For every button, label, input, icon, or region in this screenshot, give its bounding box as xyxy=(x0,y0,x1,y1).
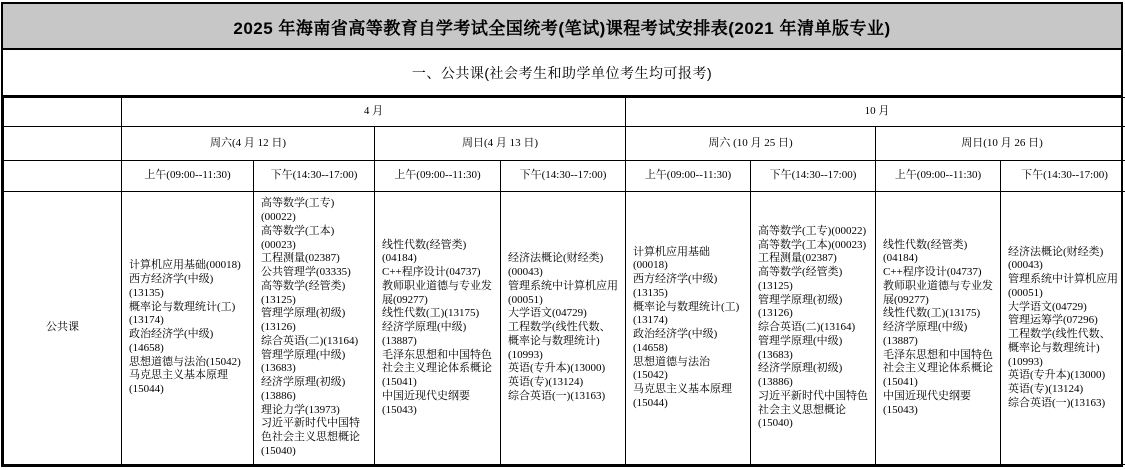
courses-cell-oct-sat-am xyxy=(626,192,751,465)
course-item: 理论力学(13973) xyxy=(261,403,340,416)
time-header-oct-sat-pm: 下午(14:30--17:00) xyxy=(751,161,876,192)
course-item: 英语(专升本)(13000) xyxy=(508,362,606,375)
time-header-apr-sun-am: 上午(09:00--11:30) xyxy=(375,161,501,192)
courses-cell-apr-sat-am xyxy=(122,192,254,465)
document-title: 2025 年海南省高等教育自学考试全国统考(笔试)课程考试安排表(2021 年清单版专业) xyxy=(3,4,1121,50)
course-item: 教师职业道德与专业发展(09277) xyxy=(382,279,492,306)
course-item: 计算机应用基础(00018) xyxy=(129,259,241,272)
document-frame xyxy=(1,2,1123,467)
course-item: 高等数学(工专)(00022) xyxy=(261,197,335,224)
course-item: 教师职业道德与专业发展(09277) xyxy=(883,279,993,306)
courses-cell-oct-sun-am xyxy=(876,192,1001,465)
course-item: 综合英语(一)(13163) xyxy=(508,389,606,402)
course-item: 经济学原理(初级)(13886) xyxy=(758,362,843,389)
course-item: 毛泽东思想和中国特色社会主义理论体系概论(15041) xyxy=(382,348,492,389)
day-header-apr-sun: 周日(4 月 13 日) xyxy=(375,127,626,161)
course-item: 概率论与数理统计(工)(13174) xyxy=(633,300,740,327)
course-item: 中国近现代史纲要(15043) xyxy=(382,389,470,416)
course-item: 工程测量(02387) xyxy=(261,252,340,265)
course-item: C++程序设计(04737) xyxy=(883,266,982,279)
course-item: 马克思主义基本原理(15044) xyxy=(633,383,732,409)
course-item: 管理系统中计算机应用(00051) xyxy=(508,279,618,306)
course-item: 综合英语(二)(13164) xyxy=(758,321,856,334)
time-header-oct-sun-am: 上午(09:00--11:30) xyxy=(876,161,1001,192)
course-item: 计算机应用基础(00018) xyxy=(633,245,710,272)
time-header-apr-sun-pm: 下午(14:30--17:00) xyxy=(501,161,626,192)
course-item: 高等数学(工本)(00023) xyxy=(758,238,867,251)
courses-cell-apr-sun-am xyxy=(375,192,501,465)
category-label: 公共课 xyxy=(4,192,122,465)
month-header-april: 4 月 xyxy=(122,98,626,127)
course-item: 习近平新时代中国特色社会主义思想概论(15040) xyxy=(261,417,360,457)
course-item: 西方经济学(中级)(13135) xyxy=(129,273,214,299)
course-item: 线性代数(经管类)(04184) xyxy=(382,238,467,265)
course-item: 线性代数(经管类)(04184) xyxy=(883,238,968,265)
schedule-table-container xyxy=(3,97,1121,465)
time-header-apr-sat-pm: 下午(14:30--17:00) xyxy=(254,161,375,192)
course-item: 思想道德与法治(15042) xyxy=(129,355,241,368)
courses-cell-apr-sun-pm xyxy=(501,192,626,465)
course-item: 习近平新时代中国特色社会主义思想概论(15040) xyxy=(758,389,868,430)
course-item: 政治经济学(中级)(14658) xyxy=(129,328,214,354)
day-header-oct-sat: 周六 (10 月 25 日) xyxy=(626,127,876,161)
course-item: 线性代数(工)(13175) xyxy=(382,307,480,320)
course-item: 高等数学(经管类)(13125) xyxy=(758,266,843,292)
day-header-apr-sat: 周六(4 月 12 日) xyxy=(122,127,375,161)
course-item: 线性代数(工)(13175) xyxy=(883,307,981,320)
course-item: 管理系统中计算机应用(00051) xyxy=(1008,273,1118,299)
time-header-oct-sat-am: 上午(09:00--11:30) xyxy=(626,161,751,192)
course-item: C++程序设计(04737) xyxy=(382,266,481,279)
course-item: 大学语文(04729) xyxy=(1008,300,1087,313)
course-item: 管理学原理(中级)(13683) xyxy=(758,334,843,361)
course-item: 马克思主义基本原理(15044) xyxy=(129,369,228,395)
course-item: 管理学原理(中级)(13683) xyxy=(261,348,346,375)
courses-cell-oct-sat-pm xyxy=(751,192,876,465)
time-header-apr-sat-am: 上午(09:00--11:30) xyxy=(122,161,254,192)
course-item: 工程数学(线性代数、概率论与数理统计)(10993) xyxy=(1008,328,1111,368)
course-item: 英语(专)(13124) xyxy=(1008,383,1084,395)
corner-cell-time xyxy=(4,161,122,192)
course-item: 经济法概论(财经类)(00043) xyxy=(1008,245,1104,272)
course-item: 经济法概论(财经类)(00043) xyxy=(508,252,604,279)
course-item: 管理学原理(初级)(13126) xyxy=(758,293,843,320)
course-item: 英语(专升本)(13000) xyxy=(1008,369,1106,382)
course-item: 经济学原理(中级)(13887) xyxy=(382,321,467,347)
course-item: 工程测量(02387) xyxy=(758,252,837,265)
section-heading: 一、公共课(社会考生和助学单位考生均可报考) xyxy=(3,50,1121,97)
course-item: 英语(专)(13124) xyxy=(508,376,584,389)
course-item: 高等数学(经管类)(13125) xyxy=(261,279,346,306)
exam-schedule-table xyxy=(3,97,1125,465)
day-header-oct-sun: 周日(10 月 26 日) xyxy=(876,127,1125,161)
course-item: 政治经济学(中级)(14658) xyxy=(633,328,718,354)
course-item: 经济学原理(中级)(13887) xyxy=(883,321,968,347)
course-item: 西方经济学(中级)(13135) xyxy=(633,273,718,299)
corner-cell-month xyxy=(4,98,122,127)
course-item: 管理学原理(初级)(13126) xyxy=(261,307,346,334)
course-item: 高等数学(工本)(00023) xyxy=(261,224,335,251)
course-item: 管理运筹学(07296) xyxy=(1008,314,1098,327)
course-item: 高等数学(工专)(00022) xyxy=(758,224,867,237)
course-item: 工程数学(线性代数、概率论与数理统计)(10993) xyxy=(508,321,611,361)
course-item: 中国近现代史纲要(15043) xyxy=(883,389,971,416)
course-item: 综合英语(二)(13164) xyxy=(261,334,359,347)
courses-cell-apr-sat-pm xyxy=(254,192,375,465)
courses-cell-oct-sun-pm xyxy=(1001,192,1125,465)
course-item: 毛泽东思想和中国特色社会主义理论体系概论(15041) xyxy=(883,348,993,389)
course-item: 经济学原理(初级)(13886) xyxy=(261,376,346,402)
course-item: 综合英语(一)(13163) xyxy=(1008,396,1106,409)
month-header-october: 10 月 xyxy=(626,98,1125,127)
course-item: 公共管理学(03335) xyxy=(261,266,351,279)
time-header-oct-sun-pm: 下午(14:30--17:00) xyxy=(1001,161,1125,192)
course-item: 大学语文(04729) xyxy=(508,307,587,320)
course-item: 思想道德与法治(15042) xyxy=(633,355,710,382)
corner-cell-day xyxy=(4,127,122,161)
course-item: 概率论与数理统计(工)(13174) xyxy=(129,300,236,327)
